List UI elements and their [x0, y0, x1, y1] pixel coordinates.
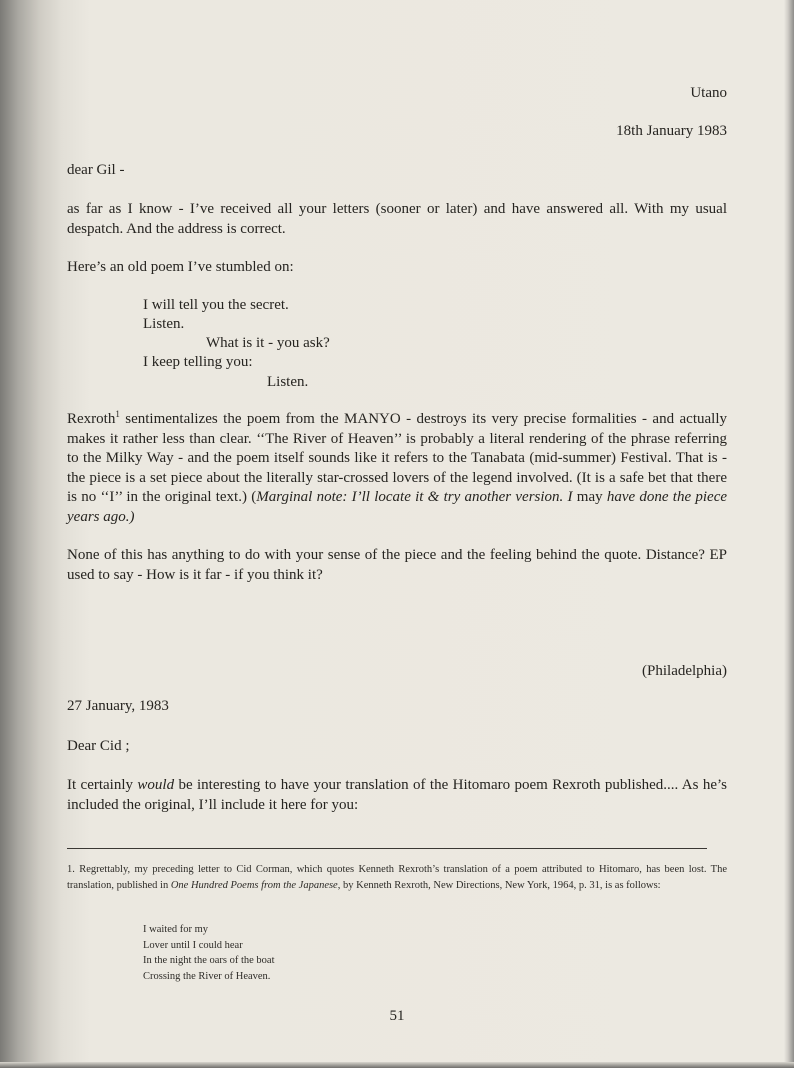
letter2-place: (Philadelphia) — [642, 663, 727, 679]
marginal-note-end: have done the piece years ago.) — [67, 489, 728, 525]
letter1-place: Utano — [690, 85, 727, 101]
marginal-note-plain: may — [572, 489, 607, 505]
poem-line: I will tell you the secret. — [143, 297, 289, 313]
paragraph-3-text: sentimentalizes the poem from the MANYO - destroys its very precise formalities - and actually makes it rather less than clear. ‘‘The River of Heaven’’ is probably a literal rendering of the phrase referring to the Milky Way - and the poem itself sounds like it refers to the Tanabata (mid-summer) Festival. That is - the piece is a set piece about the literally star-crossed lovers of the legend involved. (It is a safe bet that there is no ‘‘I’’ in the original text.) ( — [67, 411, 727, 505]
poem-line: Listen. — [267, 374, 309, 390]
letter1-date: 18th January 1983 — [616, 123, 727, 139]
page-edge-shadow — [784, 0, 794, 1068]
paragraph-text: It certainly — [67, 777, 138, 793]
rexroth-name: Rexroth — [67, 411, 116, 427]
footnote-poem-line: Crossing the River of Heaven. — [143, 971, 271, 982]
letter1-paragraph-1: as far as I know - I’ve received all your letters (sooner or later) and have answered all. With my usual despatch. And the address is correct. — [67, 201, 727, 237]
paragraph-text: be interesting to have your translation of the Hitomaro poem Rexroth published.... As he’s included the original, I’ll include it here for you: — [67, 777, 727, 813]
footnote-text-part: , by Kenneth Rexroth, New Directions, New York, 1964, p. 31, is as follows: — [337, 880, 661, 891]
poem-line: What is it - you ask? — [206, 335, 330, 351]
footnote-divider — [67, 848, 707, 849]
poem-line: Listen. — [143, 316, 185, 332]
footnote-poem-line: I waited for my — [143, 924, 209, 935]
letter1-paragraph-2: Here’s an old poem I’ve stumbled on: — [67, 259, 294, 275]
footnote-reference: 1 — [115, 409, 120, 419]
letter2-paragraph-1 — [67, 776, 727, 815]
emphasis: would — [137, 777, 175, 793]
letter1-paragraph-3 — [67, 410, 727, 527]
letter1-salutation: dear Gil - — [67, 162, 125, 178]
footnote-poem-line: In the night the oars of the boat — [143, 955, 275, 966]
page-number: 51 — [389, 1008, 405, 1024]
book-title: One Hundred Poems from the Japanese — [170, 880, 338, 891]
footnote-text-part: 1. Regrettably, my preceding letter to Cid Corman, which quotes Kenneth Rexroth’s translation of a poem attributed to Hitomaro, has been lost. The translation, published in — [67, 864, 727, 891]
letter2-salutation: Dear Cid ; — [67, 738, 130, 754]
poem-line: I keep telling you: — [143, 354, 253, 370]
letter1-paragraph-4: None of this has anything to do with your sense of the piece and the feeling behind the quote. Distance? EP used to say - How is it far - if you think it? — [67, 547, 727, 583]
footnote-poem-line: Lover until I could hear — [143, 940, 243, 951]
page-bottom-edge — [0, 1062, 794, 1068]
letter2-date: 27 January, 1983 — [67, 698, 169, 714]
footnote-text — [67, 862, 727, 894]
marginal-note: Marginal note: I’ll locate it & try another version. I — [256, 489, 573, 505]
